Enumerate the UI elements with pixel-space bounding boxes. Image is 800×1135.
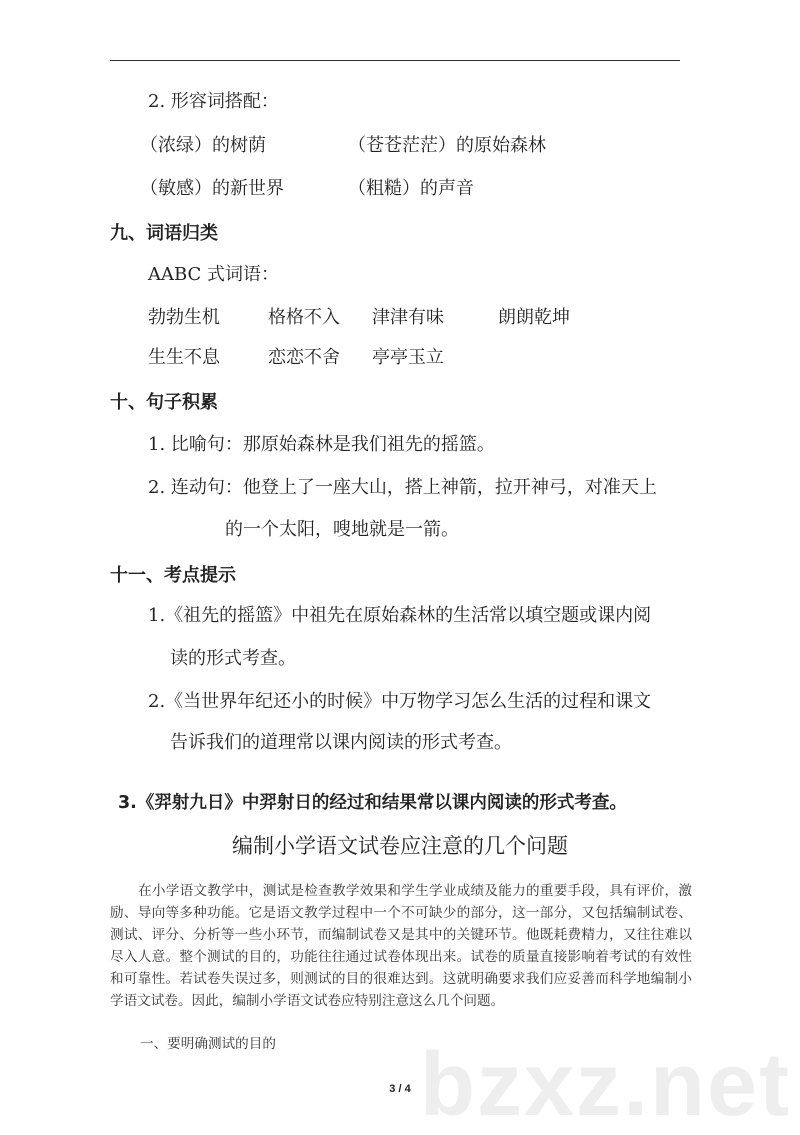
section-11-heading: 十一、考点提示 (110, 565, 236, 586)
pair-item: （苍苍茫茫）的原始森林 (348, 135, 546, 156)
watermark: bzxz.net (420, 1035, 792, 1135)
tip-item-cont: 告诉我们的道理常以课内阅读的形式考查。 (170, 732, 512, 753)
header-rule (110, 60, 680, 61)
word: 生生不息 (148, 347, 220, 368)
adjective-heading: 2. 形容词搭配： (148, 91, 279, 112)
word: 朗朗乾坤 (498, 307, 570, 328)
section-9-heading: 九、词语归类 (110, 223, 218, 244)
sentence-item-cont: 的一个太阳，嗖地就是一箭。 (225, 519, 459, 540)
tip-item-3: 3.《羿射九日》中羿射日的经过和结果常以课内阅读的形式考查。 (118, 793, 627, 813)
word: 恋恋不舍 (268, 347, 340, 368)
page-number: 3 / 4 (389, 1083, 411, 1095)
word: 格格不入 (268, 307, 340, 328)
word: 勃勃生机 (148, 307, 220, 328)
pair-item: （浓绿）的树荫 (140, 135, 266, 156)
pair-item: （敏感）的新世界 (140, 178, 284, 199)
article-paragraph: 在小学语文教学中，测试是检查教学效果和学生学业成绩及能力的重要手段，具有评价，激励、导向等多种功能。它是语文教学过程中一个不可缺少的部分，这一部分，又包括编制试卷、测试、评分、分析等一些小环节，而编制试卷又是其中的关键环节。他既耗费精力，又往往难以尽入人意。整个测试的目的，功能往往通过试卷体现出来。试卷的质量直接影响着考试的有效性和可靠性。若试卷失误过多，则测试的目的很难达到。这就明确要求我们应妥善而科学地编制小学语文试卷。因此，编制小学语文试卷应特别注意这么几个问题。 (110, 883, 692, 1009)
word: 亭亭玉立 (372, 347, 444, 368)
sentence-item: 2. 连动句：他登上了一座大山，搭上神箭，拉开神弓，对准天上 (148, 477, 657, 498)
tip-item: 1.《祖先的摇篮》中祖先在原始森林的生活常以填空题或课内阅 (148, 605, 652, 626)
tip-item-cont: 读的形式考查。 (170, 648, 296, 669)
article-subheading: 一、要明确测试的目的 (140, 1036, 276, 1052)
tip-item: 2.《当世界年纪还小的时候》中万物学习怎么生活的过程和课文 (148, 691, 652, 712)
sentence-item: 1. 比喻句：那原始森林是我们祖先的摇篮。 (148, 434, 495, 455)
word: 津津有味 (372, 307, 444, 328)
pair-item: （粗糙）的声音 (348, 178, 474, 199)
article-title: 编制小学语文试卷应注意的几个问题 (232, 834, 568, 858)
section-10-heading: 十、句子积累 (110, 392, 218, 413)
aabc-label: AABC 式词语： (148, 264, 280, 285)
